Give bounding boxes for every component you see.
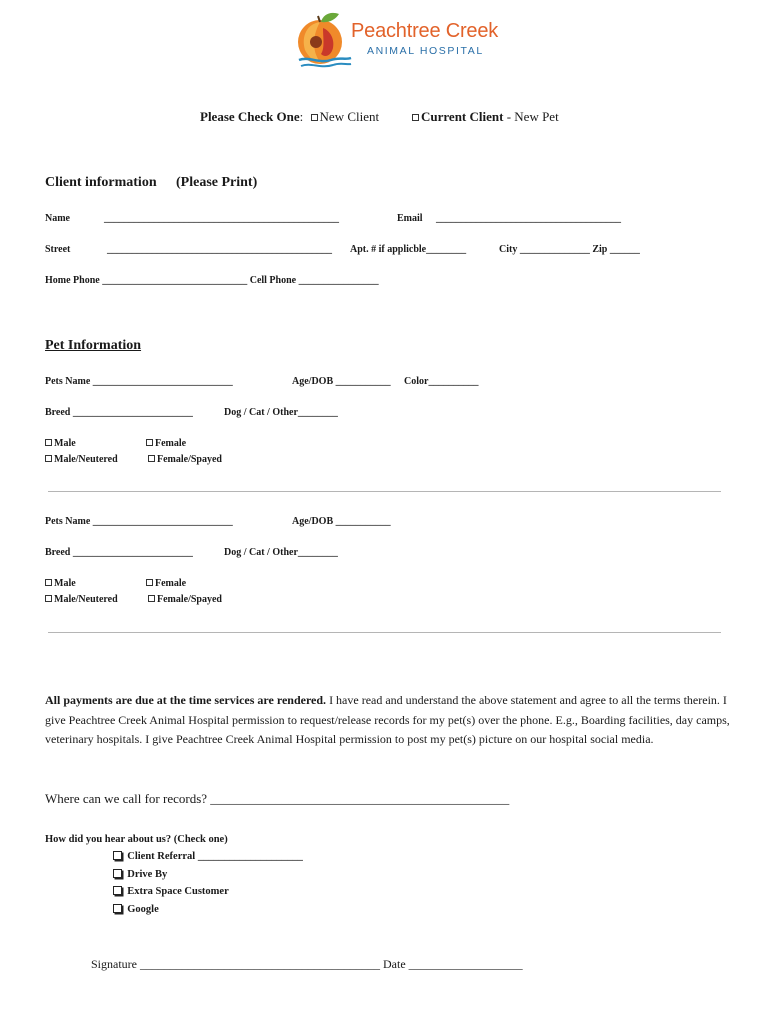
date-label: Date <box>383 957 406 971</box>
logo-title: Peachtree Creek <box>351 20 499 42</box>
check-one-row <box>200 109 379 125</box>
pet1-male-neutered-checkbox[interactable] <box>45 455 52 462</box>
name-label: Name <box>45 213 70 224</box>
logo <box>293 8 503 72</box>
drive-by-checkbox[interactable] <box>113 869 122 878</box>
cell-phone-label: Cell Phone <box>249 275 297 286</box>
phone-row <box>45 275 379 286</box>
divider-1 <box>48 491 721 492</box>
signature-field[interactable]: ________________________________________ <box>140 957 380 971</box>
hear-option-google[interactable]: Google <box>113 904 159 915</box>
pet2-age-field[interactable]: ___________ <box>335 516 391 527</box>
current-client-label: Current Client <box>421 109 504 124</box>
divider-2 <box>48 632 721 633</box>
current-client-checkbox[interactable] <box>412 114 419 121</box>
pet2-breed-field[interactable]: ________________________ <box>72 547 193 558</box>
pet1-color-label: Color__________ <box>404 376 479 387</box>
pet2-name-field[interactable]: ____________________________ <box>92 516 233 527</box>
referral-checkbox[interactable] <box>113 851 122 860</box>
pet2-species-field[interactable]: ________ <box>297 547 338 558</box>
records-label: Where can we call for records? <box>45 791 208 806</box>
pet1-male-checkbox[interactable] <box>45 439 52 446</box>
client-info-heading: Client information <box>45 175 157 190</box>
home-phone-label: Home Phone <box>45 275 100 286</box>
city-field[interactable]: ______________ <box>519 244 590 255</box>
pet1-age-label: Age/DOB ___________ <box>292 376 391 387</box>
please-print-label: (Please Print) <box>176 175 258 190</box>
hear-option-referral[interactable]: Client Referral ____________________ <box>113 851 303 862</box>
city-label: City ______________ Zip ______ <box>499 244 640 255</box>
street-field[interactable]: _____________________________________________ <box>107 244 332 255</box>
email-field[interactable]: _____________________________________ <box>436 213 621 224</box>
pet1-male-option[interactable]: Male <box>45 438 76 449</box>
new-client-checkbox[interactable] <box>311 114 318 121</box>
home-phone-field[interactable]: _____________________________ <box>102 275 248 286</box>
payments-bold: All payments are due at the time services are rendered. <box>45 693 327 707</box>
zip-label: Zip <box>592 244 608 255</box>
pet2-male-option[interactable]: Male <box>45 578 76 589</box>
pet2-male-checkbox[interactable] <box>45 579 52 586</box>
pet2-species-label: Dog / Cat / Other________ <box>224 547 338 558</box>
check-one-label: Please Check One <box>200 109 300 124</box>
cell-phone-field[interactable]: ________________ <box>298 275 379 286</box>
pet1-species-field[interactable]: ________ <box>297 407 338 418</box>
check-one-colon: : <box>299 109 304 124</box>
apt-label: Apt. # if applicble________ <box>350 244 467 255</box>
records-field[interactable]: ______________________________________________ <box>210 791 510 806</box>
pet1-name-field[interactable]: ____________________________ <box>92 376 233 387</box>
pet1-age-field[interactable]: ___________ <box>335 376 391 387</box>
peach-pet-logo-icon <box>293 8 353 72</box>
date-field[interactable]: ___________________ <box>408 957 523 971</box>
pet2-name-label: Pets Name ____________________________ <box>45 516 233 527</box>
logo-subtitle: ANIMAL HOSPITAL <box>367 45 484 57</box>
apt-field[interactable]: ________ <box>426 244 467 255</box>
pet1-breed-field[interactable]: ________________________ <box>72 407 193 418</box>
pet1-species-label: Dog / Cat / Other________ <box>224 407 338 418</box>
name-field[interactable]: _______________________________________________ <box>104 213 339 224</box>
pet1-female-option[interactable]: Female <box>146 438 186 449</box>
pet2-male-neutered-option[interactable]: Male/Neutered <box>45 594 118 605</box>
hear-option-drive-by[interactable]: Drive By <box>113 869 167 880</box>
signature-row <box>91 957 523 972</box>
pet1-breed-label: Breed ________________________ <box>45 407 193 418</box>
pet2-female-option[interactable]: Female <box>146 578 186 589</box>
street-label: Street <box>45 244 71 255</box>
pet2-female-checkbox[interactable] <box>146 579 153 586</box>
current-client-row <box>412 109 559 125</box>
hear-option-extra-space[interactable]: Extra Space Customer <box>113 886 229 897</box>
pet-info-heading: Pet Information <box>45 338 142 353</box>
google-checkbox[interactable] <box>113 904 122 913</box>
zip-field[interactable]: ______ <box>609 244 640 255</box>
pet1-female-spayed-checkbox[interactable] <box>148 455 155 462</box>
pet1-female-spayed-option[interactable]: Female/Spayed <box>148 454 222 465</box>
payments-text: I have read and understand the above statement and agree to all the terms therein. I give Peachtree Creek Animal Hospital permission to request/release records for my pet(s) over the phone. E.g., Boarding facilities, day camps, veterinary hospitals. I give Peachtree Creek Animal Hospital permission to post my pet(s) picture on our hospital social media. <box>45 693 730 746</box>
records-row <box>45 791 509 807</box>
pet2-female-spayed-checkbox[interactable] <box>148 595 155 602</box>
pet1-color-field[interactable]: __________ <box>428 376 479 387</box>
signature-label: Signature <box>91 957 137 971</box>
new-client-label: New Client <box>319 109 380 124</box>
pet2-age-label: Age/DOB ___________ <box>292 516 391 527</box>
pet2-male-neutered-checkbox[interactable] <box>45 595 52 602</box>
email-label: Email <box>397 213 423 224</box>
pet1-female-checkbox[interactable] <box>146 439 153 446</box>
hear-heading: How did you hear about us? (Check one) <box>45 834 228 845</box>
pet2-female-spayed-option[interactable]: Female/Spayed <box>148 594 222 605</box>
pet2-breed-label: Breed ________________________ <box>45 547 193 558</box>
extra-space-checkbox[interactable] <box>113 886 122 895</box>
new-pet-suffix: - New Pet <box>506 109 559 124</box>
referral-field[interactable]: ____________________ <box>197 851 303 862</box>
pet1-name-label: Pets Name ____________________________ <box>45 376 233 387</box>
pet1-male-neutered-option[interactable]: Male/Neutered <box>45 454 118 465</box>
payments-statement <box>45 691 735 750</box>
